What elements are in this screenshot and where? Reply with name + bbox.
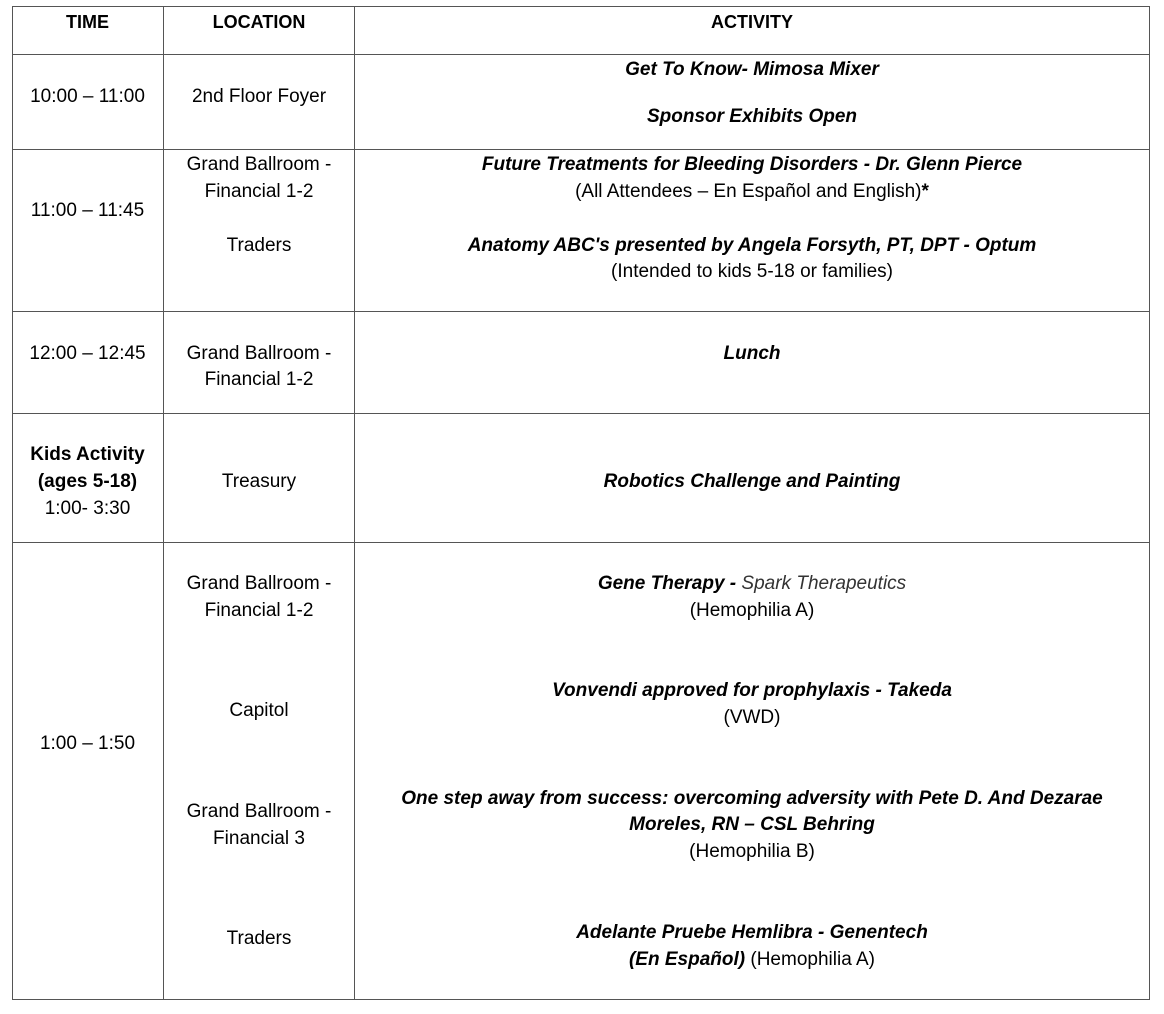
- row-2-session-2-note: (Intended to kids 5-18 or families): [611, 261, 893, 282]
- row-4-activity: Robotics Challenge and Painting: [603, 471, 901, 492]
- header-location: LOCATION: [212, 12, 306, 32]
- table-border-top: [12, 6, 1149, 7]
- row-2-location-2: Traders: [226, 235, 292, 256]
- row-5-session-4-note: (Hemophilia A): [745, 949, 875, 970]
- row-1-activity-mixer: Get To Know- Mimosa Mixer: [625, 59, 879, 80]
- row-5-session-4-location: Traders: [226, 928, 292, 949]
- row-2-session-1-asterisk: *: [921, 181, 929, 202]
- row-5-session-3-location-a: Grand Ballroom -: [186, 801, 332, 822]
- row-5-session-4-title: Adelante Pruebe Hemlibra - Genentech: [576, 922, 928, 943]
- row-divider: [12, 542, 1149, 543]
- row-2-session-1-title: Future Treatments for Bleeding Disorders - Dr. Glenn Pierce: [481, 154, 1023, 175]
- row-4-time-label: Kids Activity: [30, 444, 145, 465]
- row-3-activity: Lunch: [723, 343, 781, 364]
- row-5-session-1-location-a: Grand Ballroom -: [186, 573, 332, 594]
- row-5-session-1-location-b: Financial 1-2: [204, 600, 314, 621]
- row-5-session-2-note: (VWD): [723, 707, 781, 728]
- row-1-time: 10:00 – 11:00: [30, 86, 145, 107]
- row-5-session-4-language: (En Español): [628, 949, 746, 970]
- row-5-time: 1:00 – 1:50: [39, 733, 136, 754]
- row-5-session-1-note: (Hemophilia A): [689, 600, 815, 621]
- row-2-location-1b: Financial 1-2: [204, 181, 314, 202]
- row-4-time-range: 1:00- 3:30: [44, 498, 131, 519]
- row-3-location-b: Financial 1-2: [204, 369, 314, 390]
- row-4-location: Treasury: [221, 471, 297, 492]
- table-border-right: [1149, 6, 1150, 1000]
- row-2-session-2-title: Anatomy ABC's presented by Angela Forsyth, PT, DPT - Optum: [467, 235, 1037, 256]
- row-5-session-4-note-line: [355, 947, 1149, 973]
- row-divider: [12, 311, 1149, 312]
- row-5-session-2-location: Capitol: [229, 700, 289, 721]
- row-3-time: 12:00 – 12:45: [29, 343, 146, 364]
- row-2-session-1-note: (All Attendees – En Español and English): [575, 181, 922, 202]
- row-5-session-2-title: Vonvendi approved for prophylaxis - Takeda: [552, 680, 952, 701]
- row-2-session-1-note-line: [355, 179, 1149, 205]
- header-activity: ACTIVITY: [710, 12, 793, 32]
- row-5-session-1-title: [355, 571, 1149, 597]
- row-3-location-a: Grand Ballroom -: [186, 343, 332, 364]
- row-5-session-1-title-bold: Gene Therapy -: [597, 573, 742, 594]
- row-2-location-1a: Grand Ballroom -: [186, 154, 332, 175]
- row-5-session-3-location-b: Financial 3: [213, 828, 305, 849]
- row-5-session-1-title-sponsor: Spark Therapeutics: [741, 573, 907, 594]
- row-1-location: 2nd Floor Foyer: [191, 86, 327, 107]
- table-border-bottom: [12, 999, 1149, 1000]
- row-divider: [12, 149, 1149, 150]
- row-4-time-ages: (ages 5-18): [37, 471, 138, 492]
- row-2-time: 11:00 – 11:45: [30, 200, 145, 221]
- row-divider: [12, 413, 1149, 414]
- header-time: TIME: [66, 12, 109, 32]
- row-5-session-3-title-line-2: Moreles, RN – CSL Behring: [629, 814, 875, 835]
- row-1-activity-exhibits: Sponsor Exhibits Open: [646, 106, 858, 127]
- row-5-session-3-title-line-1: One step away from success: overcoming adversity with Pete D. And Dezarae: [401, 788, 1103, 809]
- row-divider: [12, 54, 1149, 55]
- row-5-session-3-note: (Hemophilia B): [689, 841, 815, 862]
